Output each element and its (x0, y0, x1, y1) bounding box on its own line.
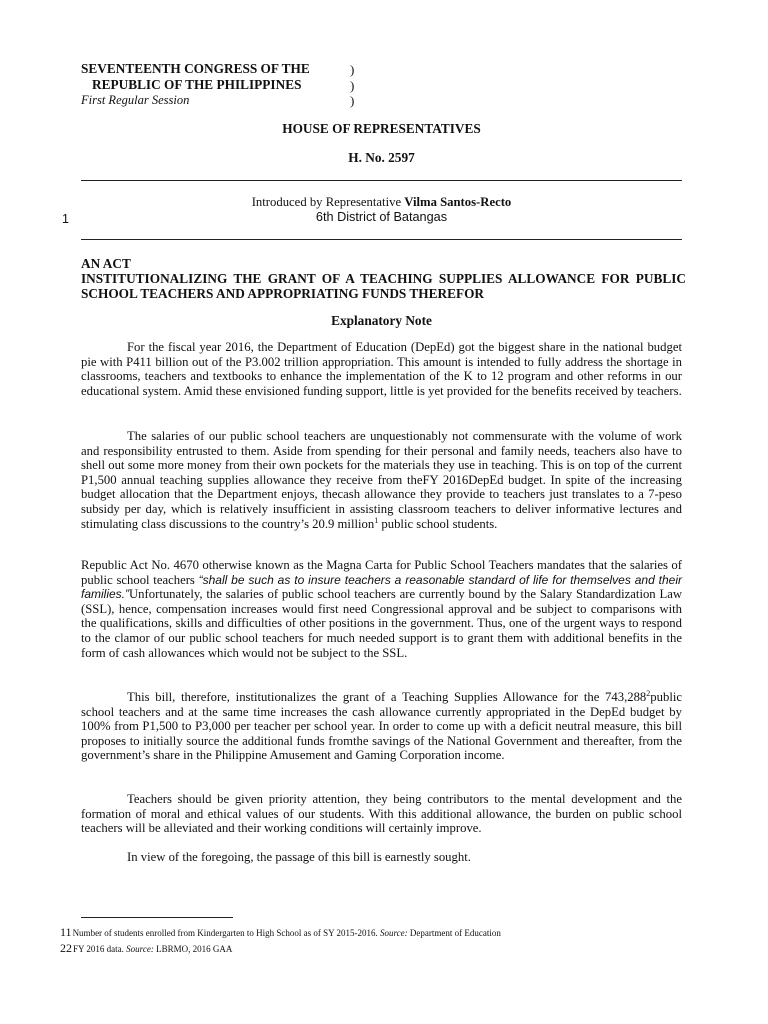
magna-carta-quote: “shall be such as to insure teachers a reasonable standard of life for themselves and their families.” (81, 572, 682, 602)
act-label: AN ACT (81, 256, 131, 271)
footnote-1-number: 11 (60, 925, 72, 939)
act-title-block (81, 256, 686, 301)
footnote-ref-1: 1 (374, 515, 379, 525)
footnote-2-number: 22 (60, 941, 72, 955)
explanatory-note-heading: Explanatory Note (331, 313, 432, 328)
margin-line-number: 1 (62, 212, 69, 226)
bracket-paren-1: ) (350, 62, 355, 77)
session-label: First Regular Session (81, 93, 190, 107)
congress-line-2: REPUBLIC OF THE PHILIPPINES (92, 77, 302, 92)
footnote-ref-2: 2 (646, 688, 651, 698)
footnote-2-source-label: Source: (126, 944, 154, 954)
footnote-2 (60, 941, 232, 956)
paragraph-6: In view of the foregoing, the passage of this bill is earnestly sought. (127, 850, 471, 864)
paragraph-4 (81, 690, 682, 763)
district-line: 6th District of Batangas (315, 210, 448, 224)
paragraph-4-tail: public school teachers and at the same time increases the cash allowance currently appropriated in the DepEd budget by 100% from P1,500 to P3,000 per teacher per school year. In order to come up with a deficit neutral measure, this bill proposes to initially source the additional funds fromthe savings of the National Government and thereafter, from the government’s share in the Philippine Amusement and Gaming Corporation income. (81, 690, 682, 763)
paragraph-3-tail: Unfortunately, the salaries of public school teachers are currently bound by the Salary Standardization Law (SSL), hence, compensation increases would first need Congressional approval and be subject to comparisons with the qualifications, skills and difficulties of other positions in the government. Thus, one of the urgent ways to respond to the clamor of our public school teachers for much needed support is to grant them with additional benefits in the form of cash allowances which would not be subject to the SSL. (81, 587, 682, 660)
introduced-by-line (81, 195, 682, 210)
footnote-1 (60, 925, 501, 940)
house-heading: HOUSE OF REPRESENTATIVES (282, 121, 481, 136)
bracket-paren-2: ) (350, 78, 355, 93)
bill-number: H. No. 2597 (348, 150, 415, 165)
paragraph-3 (81, 558, 682, 660)
paragraph-3-text: Republic Act No. 4670 otherwise known as the Magna Carta for Public School Teachers mandates that the salaries of public school teachers (81, 558, 682, 587)
paragraph-4-text: This bill, therefore, institutionalizes the grant of a Teaching Supplies Allowance for the 743,288 (127, 690, 647, 704)
top-divider (81, 180, 682, 181)
footnote-2-source: LBRMO, 2016 GAA (153, 944, 233, 954)
footnote-1-source: Department of Education (407, 928, 501, 938)
footnote-1-source-label: Source: (380, 928, 408, 938)
bottom-divider (81, 239, 682, 240)
paragraph-2-tail: public school students. (378, 516, 498, 531)
paragraph-2-text: The salaries of our public school teachers are unquestionably not commensurate with the volume of work and responsibility entrusted to them. Aside from spending for their personal and family needs, teachers also have to shell out some more money from their own pockets for the materials they use in teaching. This is on top of the current P1,500 annual teaching supplies allowance they receive from theFY 2016DepEd budget. In spite of the increasing budget allocation that the Department enjoys, thecash allowance they provide to teachers just translates to a 7-peso subsidy per day, which is relatively insufficient in assisting classroom teachers to deliver informative lectures and stimulating class discussions to the country’s 20.9 million (81, 429, 682, 531)
introduced-prefix: Introduced by Representative (251, 195, 405, 209)
act-title: INSTITUTIONALIZING THE GRANT OF A TEACHING SUPPLIES ALLOWANCE FOR PUBLIC SCHOOL TEACHERS AND APPROPRIATING FUNDS THEREFOR (81, 271, 686, 301)
footnote-1-text: Number of students enrolled from Kindergarten to High School as of SY 2015-2016. (72, 928, 381, 938)
paragraph-1: For the fiscal year 2016, the Department of Education (DepEd) got the biggest share in the national budget pie with P411 billion out of the P3.002 trillion appropriation. This amount is intended to fully address the shortage in classrooms, teachers and textbooks to enhance the implementation of the K to 12 program and other reforms in our educational system. Amid these envisioned funding support, little is yet provided for the benefits received by teachers. (81, 340, 682, 398)
representative-name: Vilma Santos-Recto (404, 195, 512, 209)
bracket-paren-3: ) (350, 93, 355, 108)
paragraph-5: Teachers should be given priority attention, they being contributors to the mental development and the formation of moral and ethical values of our students. With this additional allowance, the burden on public school teachers will be alleviated and their working conditions will certainly improve. (81, 792, 682, 836)
paragraph-2 (81, 429, 682, 531)
congress-line-1: SEVENTEENTH CONGRESS OF THE (81, 61, 310, 76)
footnote-2-text: FY 2016 data. (73, 944, 127, 954)
footnote-separator (81, 917, 233, 918)
